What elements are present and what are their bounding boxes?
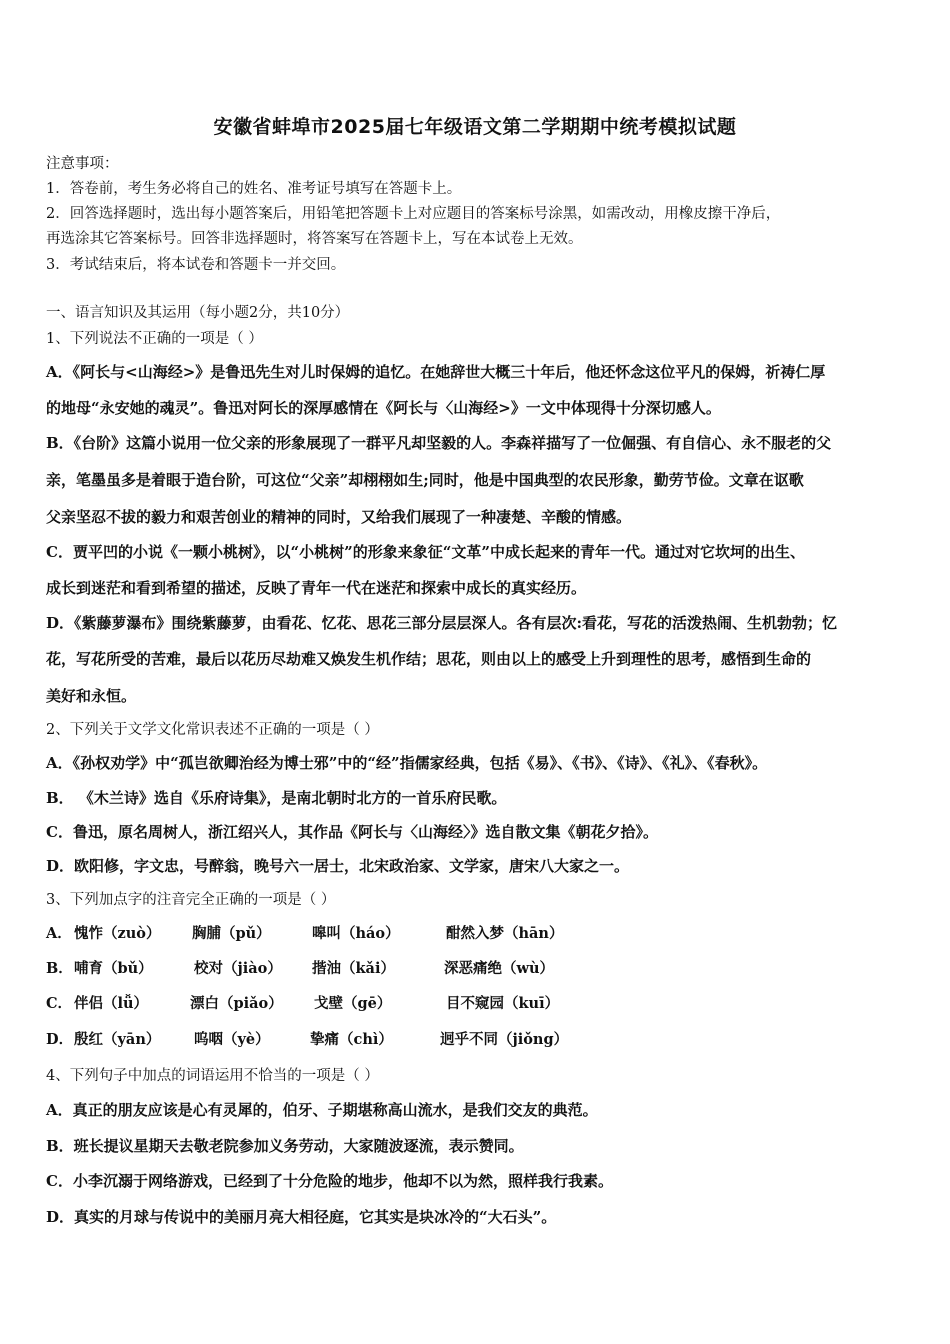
pinyin-item: 深恶痛绝（wù） xyxy=(444,960,555,977)
row-label: B． xyxy=(46,960,73,977)
option-a: A．真正的朋友应该是心有灵犀的，伯牙、子期堪称高山流水，是我们交友的典范。 xyxy=(46,1101,598,1119)
pinyin-item: 酣然入梦（hān） xyxy=(446,925,564,942)
notice-item: 3．考试结束后，将本试卷和答题卡一并交回。 xyxy=(46,257,346,273)
pinyin-item: 嗥叫（háo） xyxy=(312,925,400,942)
pinyin-item: 胸脯（pǔ） xyxy=(192,925,271,942)
option-line: B．《台阶》这篇小说用一位父亲的形象展现了一群平凡却坚毅的人。李森祥描写了一位倔强、有自信心、永不服老的父 xyxy=(46,434,832,452)
option-b: B． 《木兰诗》选自《乐府诗集》，是南北朝时北方的一首乐府民歌。 xyxy=(46,789,507,807)
notice-item: 2．回答选择题时，选出每小题答案后，用铅笔把答题卡上对应题目的答案标号涂黑，如需改动，用橡皮擦干净后， xyxy=(46,206,781,222)
pinyin-item: 迥乎不同（jiǒng） xyxy=(440,1031,569,1048)
pinyin-item: 揩油（kǎi） xyxy=(312,960,395,977)
option-b: B．班长提议星期天去敬老院参加义务劳动，大家随波逐流，表示赞同。 xyxy=(46,1137,524,1155)
option-line: A．《阿长与<山海经>》是鲁迅先生对儿时保姆的追忆。在她辞世大概三十年后，他还怀念这位平凡的保姆，祈祷仁厚 xyxy=(46,363,826,381)
question-stem: 1、下列说法不正确的一项是（ ） xyxy=(46,331,263,347)
question-stem: 3、下列加点字的注音完全正确的一项是（ ） xyxy=(46,892,336,908)
row-label: C． xyxy=(46,995,73,1012)
option-a: A．《孙权劝学》中“孤岂欲卿治经为博士邪”中的“经”指儒家经典，包括《易》、《书》、《诗》、《礼》、《春秋》。 xyxy=(46,754,768,772)
question-stem: 4、下列句子中加点的词语运用不恰当的一项是（ ） xyxy=(46,1068,379,1084)
pinyin-item: 伴侣（lǚ） xyxy=(74,995,149,1012)
option-c: C．小李沉溺于网络游戏，已经到了十分危险的地步，他却不以为然，照样我行我素。 xyxy=(46,1172,613,1190)
option-line: 美好和永恒。 xyxy=(46,687,137,705)
row-label: A． xyxy=(46,925,72,942)
pinyin-item: 挚痛（chì） xyxy=(310,1031,393,1048)
option-line: C．贾平凹的小说《一颗小桃树》，以“小桃树”的形象来象征“文革”中成长起来的青年一代。通过对它坎坷的出生、 xyxy=(46,543,805,561)
option-line: 父亲坚忍不拔的毅力和艰苦创业的精神的同时，又给我们展现了一种凄楚、辛酸的情感。 xyxy=(46,508,632,526)
notice-item: 再选涂其它答案标号。回答非选择题时，将答案写在答题卡上，写在本试卷上无效。 xyxy=(46,231,583,247)
option-line: 亲，笔墨虽多是着眼于造台阶，可这位“父亲”却栩栩如生;同时，他是中国典型的农民形象，勤劳节俭。文章在讴歌 xyxy=(46,471,804,489)
pinyin-item: 愧怍（zuò） xyxy=(74,925,161,942)
pinyin-item: 殷红（yān） xyxy=(74,1031,161,1048)
pinyin-item: 校对（jiào） xyxy=(194,960,282,977)
pinyin-item: 戈壁（gē） xyxy=(314,995,392,1012)
pinyin-item: 目不窥园（kuī） xyxy=(446,995,560,1012)
question-stem: 2、下列关于文学文化常识表述不正确的一项是（ ） xyxy=(46,722,379,738)
notice-item: 1．答卷前，考生务必将自己的姓名、准考证号填写在答题卡上。 xyxy=(46,181,462,197)
pinyin-item: 呜咽（yè） xyxy=(194,1031,270,1048)
option-line: 成长到迷茫和看到希望的描述，反映了青年一代在迷茫和探索中成长的真实经历。 xyxy=(46,579,587,597)
option-d: D．欧阳修，字文忠，号醉翁，晚号六一居士，北宋政治家、文学家，唐宋八大家之一。 xyxy=(46,857,630,875)
section-heading: 一、语言知识及其运用（每小题2分，共10分） xyxy=(46,305,350,321)
row-label: D． xyxy=(46,1031,74,1048)
option-line: 的地母“永安她的魂灵”。鲁迅对阿长的深厚感情在《阿长与〈山海经>》一文中体现得十分深切感人。 xyxy=(46,399,721,417)
page-title: 安徽省蚌埠市2025届七年级语文第二学期期中统考模拟试题 xyxy=(213,116,737,138)
option-d: D．真实的月球与传说中的美丽月亮大相径庭，它其实是块冰冷的“大石头”。 xyxy=(46,1208,557,1226)
option-line: 花，写花所受的苦难，最后以花历尽劫难又焕发生机作结；思花，则由以上的感受上升到理性的思考，感悟到生命的 xyxy=(46,650,812,668)
pinyin-item: 漂白（piǎo） xyxy=(190,995,283,1012)
option-c: C．鲁迅，原名周树人，浙江绍兴人，其作品《阿长与〈山海经〉》选自散文集《朝花夕拾》。 xyxy=(46,823,658,841)
notice-heading: 注意事项： xyxy=(46,156,119,172)
option-line: D．《紫藤萝瀑布》围绕紫藤萝，由看花、忆花、思花三部分层层深人。各有层次:看花，写花的活泼热闹、生机勃勃；忆 xyxy=(46,614,838,632)
pinyin-item: 哺育（bǔ） xyxy=(74,960,153,977)
